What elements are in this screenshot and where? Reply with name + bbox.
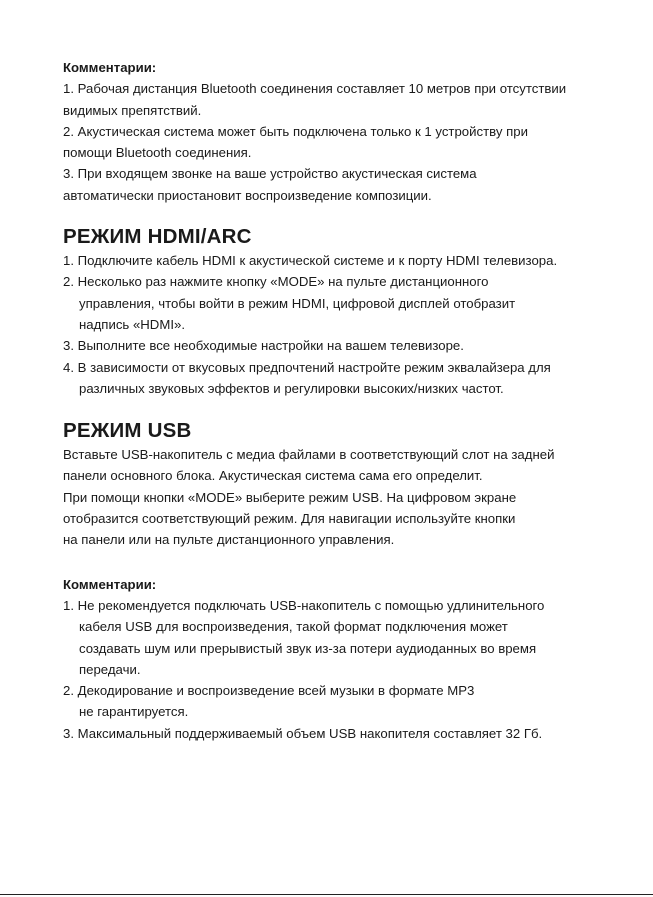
comment-line: видимых препятствий. [63, 102, 202, 118]
comment-line: 1. Не рекомендуется подключать USB-накопитель с помощью удлинительного [63, 597, 545, 613]
comment-line: 2. Декодирование и воспроизведение всей музыки в формате MP3 [63, 683, 475, 699]
comment-line: помощи Bluetooth соединения. [63, 145, 252, 161]
hdmi-step: 4. В зависимости от вкусовых предпочтений настройте режим эквалайзера для [63, 359, 551, 375]
comment-line: 1. Рабочая дистанция Bluetooth соединения составляет 10 метров при отсутствии [63, 81, 567, 97]
usb-paragraph-line: отобразится соответствующий режим. Для навигации используйте кнопки [63, 511, 516, 527]
comments-section-bluetooth [63, 57, 633, 206]
page-bottom-rule [0, 894, 653, 895]
usb-paragraph-line: При помощи кнопки «MODE» выберите режим USB. На цифровом экране [63, 489, 517, 505]
hdmi-section [63, 224, 633, 399]
hdmi-step-continued: управления, чтобы войти в режим HDMI, цифровой дисплей отобразит [79, 295, 516, 311]
comments-heading: Комментарии: [63, 60, 157, 75]
usb-paragraph-line: на панели или на пульте дистанционного управления. [63, 532, 395, 548]
comment-line: 3. При входящем звонке на ваше устройство акустическая система [63, 166, 477, 182]
hdmi-step-continued: надпись «HDMI». [79, 316, 185, 332]
comments-section-usb [63, 574, 633, 744]
hdmi-step: 2. Несколько раз нажмите кнопку «MODE» на пульте дистанционного [63, 274, 489, 290]
hdmi-heading: РЕЖИМ HDMI/ARC [63, 225, 252, 249]
hdmi-step: 3. Выполните все необходимые настройки на вашем телевизоре. [63, 338, 464, 354]
hdmi-step-continued: различных звуковых эффектов и регулировки высоких/низких частот. [79, 380, 504, 396]
usb-section [63, 418, 633, 550]
comment-line: автоматически приостановит воспроизведение композиции. [63, 187, 432, 203]
usb-paragraph-line: панели основного блока. Акустическая система сама его определит. [63, 468, 483, 484]
usb-paragraph-line: Вставьте USB-накопитель с медиа файлами в соответствующий слот на задней [63, 447, 555, 463]
usb-heading: РЕЖИМ USB [63, 419, 192, 443]
comment-line-continued: не гарантируется. [79, 704, 189, 720]
comments-heading: Комментарии: [63, 576, 157, 592]
comment-line-continued: создавать шум или прерывистый звук из-за потери аудиоданных во время [79, 640, 537, 656]
comment-line: 2. Акустическая система может быть подключена только к 1 устройству при [63, 123, 528, 139]
comment-line: 3. Максимальный поддерживаемый объем USB накопителя составляет 32 Гб. [63, 725, 543, 741]
comment-line-continued: передачи. [79, 661, 141, 677]
manual-page [63, 57, 633, 744]
comment-line-continued: кабеля USB для воспроизведения, такой формат подключения может [79, 619, 508, 635]
hdmi-step: 1. Подключите кабель HDMI к акустической системе и к порту HDMI телевизора. [63, 253, 558, 269]
